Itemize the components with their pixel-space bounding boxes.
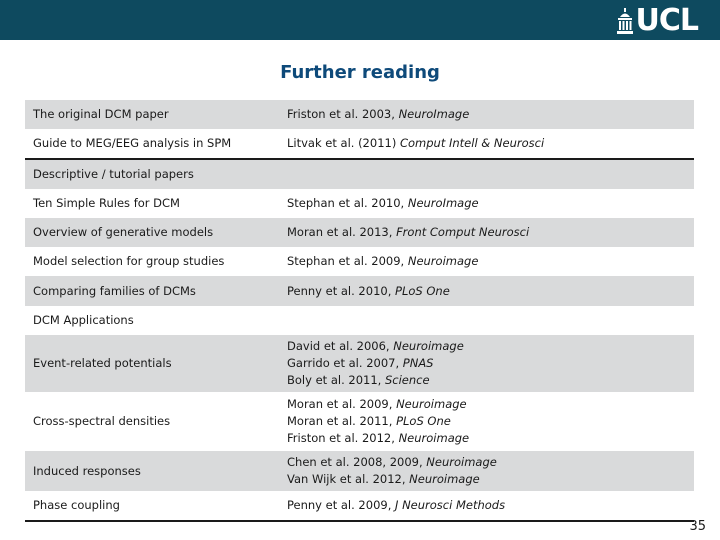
topic-cell: Overview of generative models xyxy=(33,225,214,239)
topic-cell: Ten Simple Rules for DCM xyxy=(33,196,180,210)
reference-cell xyxy=(279,247,694,276)
reference-line: Stephan et al. 2009, Neuroimage xyxy=(287,254,479,268)
reference-line: Stephan et al. 2010, NeuroImage xyxy=(287,196,479,210)
slide-title: Further reading xyxy=(280,62,440,83)
reference-line: Van Wijk et al. 2012, Neuroimage xyxy=(287,472,480,486)
reference-cell xyxy=(279,491,694,520)
header-bar xyxy=(0,0,720,40)
reference-cell xyxy=(279,100,694,129)
topic-cell: Phase coupling xyxy=(33,498,120,512)
reference-line: Moran et al. 2009, Neuroimage xyxy=(287,397,467,411)
reference-line: Penny et al. 2009, J Neurosci Methods xyxy=(287,498,506,512)
reference-line: Moran et al. 2013, Front Comput Neurosci xyxy=(287,225,530,239)
reference-line: Friston et al. 2003, NeuroImage xyxy=(287,107,470,121)
reference-cell xyxy=(279,189,694,218)
reference-cell xyxy=(279,276,694,306)
topic-cell: Comparing families of DCMs xyxy=(33,283,196,298)
table-row xyxy=(25,218,694,247)
section-heading: Descriptive / tutorial papers xyxy=(33,167,194,181)
topic-cell: Event-related potentials xyxy=(33,356,172,370)
reading-table xyxy=(25,100,694,522)
table-row xyxy=(25,247,694,276)
section-heading: DCM Applications xyxy=(33,313,134,327)
topic-cell: Cross-spectral densities xyxy=(33,414,171,428)
reference-cell xyxy=(279,392,694,451)
topic-cell: Model selection for group studies xyxy=(33,254,225,268)
reference-line: Chen et al. 2008, 2009, Neuroimage xyxy=(287,455,497,469)
topic-cell: Induced responses xyxy=(33,463,141,478)
table-row xyxy=(25,451,694,491)
topic-cell: The original DCM paper xyxy=(33,107,169,121)
reference-line: Garrido et al. 2007, PNAS xyxy=(287,356,434,370)
reference-line: Litvak et al. (2011) Comput Intell & Neurosci xyxy=(287,136,545,150)
table-row xyxy=(25,189,694,218)
table-row xyxy=(25,100,694,129)
reference-line: Friston et al. 2012, Neuroimage xyxy=(287,431,470,445)
ucl-logo xyxy=(617,4,699,38)
table-row xyxy=(25,392,694,451)
topic-cell: Guide to MEG/EEG analysis in SPM xyxy=(33,136,232,150)
table-row xyxy=(25,335,694,392)
logo-text: UCL xyxy=(635,3,698,38)
reference-line: Boly et al. 2011, Science xyxy=(287,373,430,387)
reference-line: Penny et al. 2010, PLoS One xyxy=(287,283,450,298)
reference-line: Moran et al. 2011, PLoS One xyxy=(287,414,451,428)
reference-line: David et al. 2006, Neuroimage xyxy=(287,339,464,353)
section-row xyxy=(25,160,694,189)
table-row xyxy=(25,491,694,520)
reference-cell xyxy=(279,451,694,491)
table-row xyxy=(25,129,694,160)
page-number: 35 xyxy=(689,519,706,534)
section-row xyxy=(25,306,694,335)
reference-cell xyxy=(279,335,694,392)
table-row xyxy=(25,276,694,306)
reference-cell xyxy=(279,218,694,247)
reference-cell xyxy=(279,129,694,158)
portico-icon xyxy=(617,8,633,34)
